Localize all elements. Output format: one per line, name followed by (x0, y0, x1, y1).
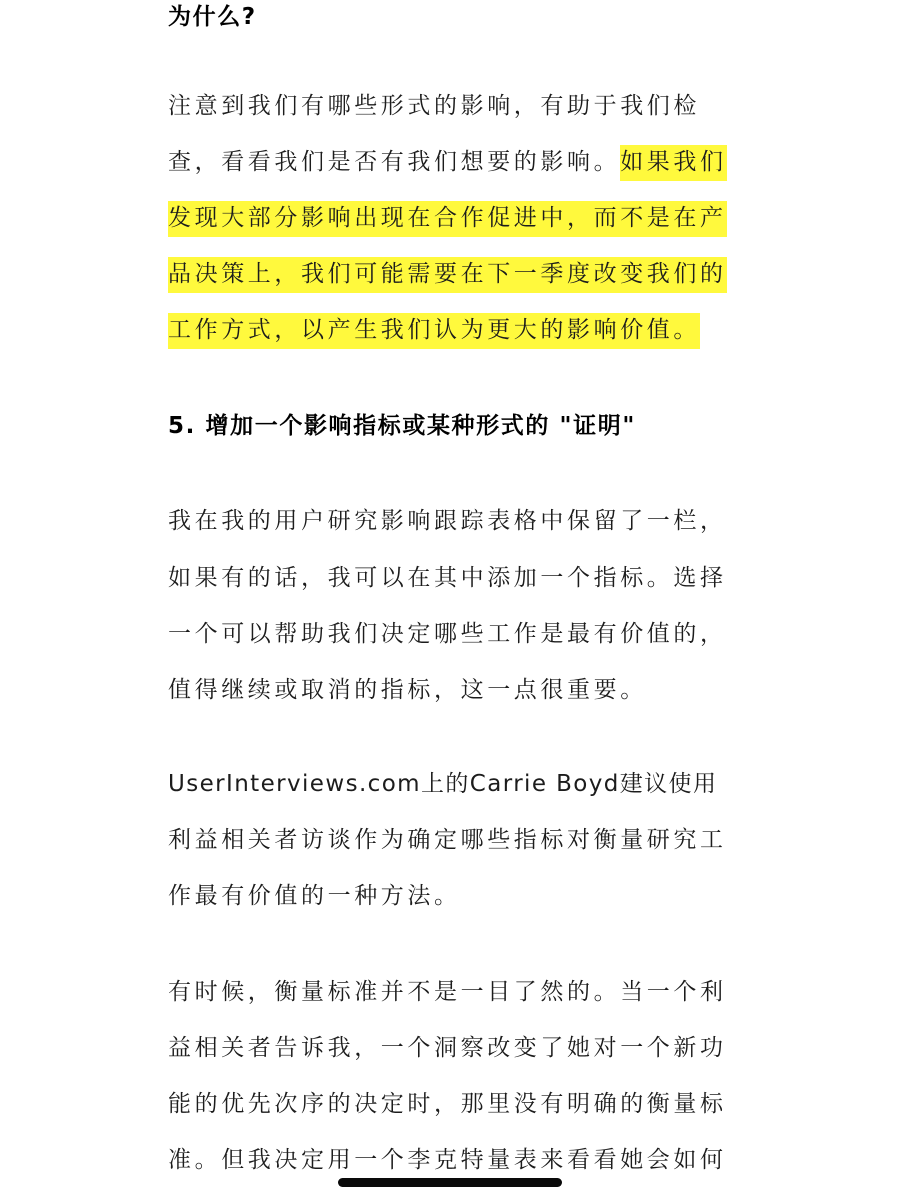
paragraph-1-line-2-text: 查，看看我们是否有我们想要的影响。 (168, 149, 621, 175)
paragraph-4-line-1: 有时候，衡量标准并不是一目了然的。当一个利 (168, 979, 727, 1005)
highlight-segment: 发现大部分影响出现在合作促进中，而不是在产 (168, 201, 727, 237)
paragraph-1-line-1: 注意到我们有哪些形式的影响，有助于我们检 (168, 93, 700, 119)
paragraph-2-line-2: 如果有的话，我可以在其中添加一个指标。选择 (168, 565, 727, 591)
section-5-heading: 5. 增加一个影响指标或某种形式的 "证明" (168, 413, 636, 439)
highlight-segment: 工作方式，以产生我们认为更大的影响价值。 (168, 313, 700, 349)
paragraph-3-line-1: UserInterviews.com上的Carrie Boyd建议使用 (168, 771, 718, 797)
paragraph-1-line-4 (168, 254, 738, 294)
home-indicator-bar[interactable] (338, 1178, 562, 1187)
paragraph-1-line-3 (168, 198, 738, 238)
paragraph-3-line-3: 作最有价值的一种方法。 (168, 883, 461, 909)
paragraph-1-line-5 (168, 310, 738, 350)
heading-why: 为什么? (168, 4, 257, 30)
paragraph-2-line-3: 一个可以帮助我们决定哪些工作是最有价值的， (168, 621, 727, 647)
highlight-segment: 品决策上，我们可能需要在下一季度改变我们的 (168, 257, 727, 293)
paragraph-3-line-2: 利益相关者访谈作为确定哪些指标对衡量研究工 (168, 827, 727, 853)
highlight-segment: 如果我们 (620, 145, 726, 181)
paragraph-4-line-3: 能的优先次序的决定时，那里没有明确的衡量标 (168, 1091, 727, 1117)
paragraph-1-line-2 (168, 142, 738, 182)
paragraph-2-line-1: 我在我的用户研究影响跟踪表格中保留了一栏， (168, 508, 727, 534)
paragraph-2-line-4: 值得继续或取消的指标，这一点很重要。 (168, 677, 647, 703)
paragraph-4-line-4: 准。但我决定用一个李克特量表来看看她会如何 (168, 1147, 727, 1173)
paragraph-4-line-2: 益相关者告诉我，一个洞察改变了她对一个新功 (168, 1035, 727, 1061)
